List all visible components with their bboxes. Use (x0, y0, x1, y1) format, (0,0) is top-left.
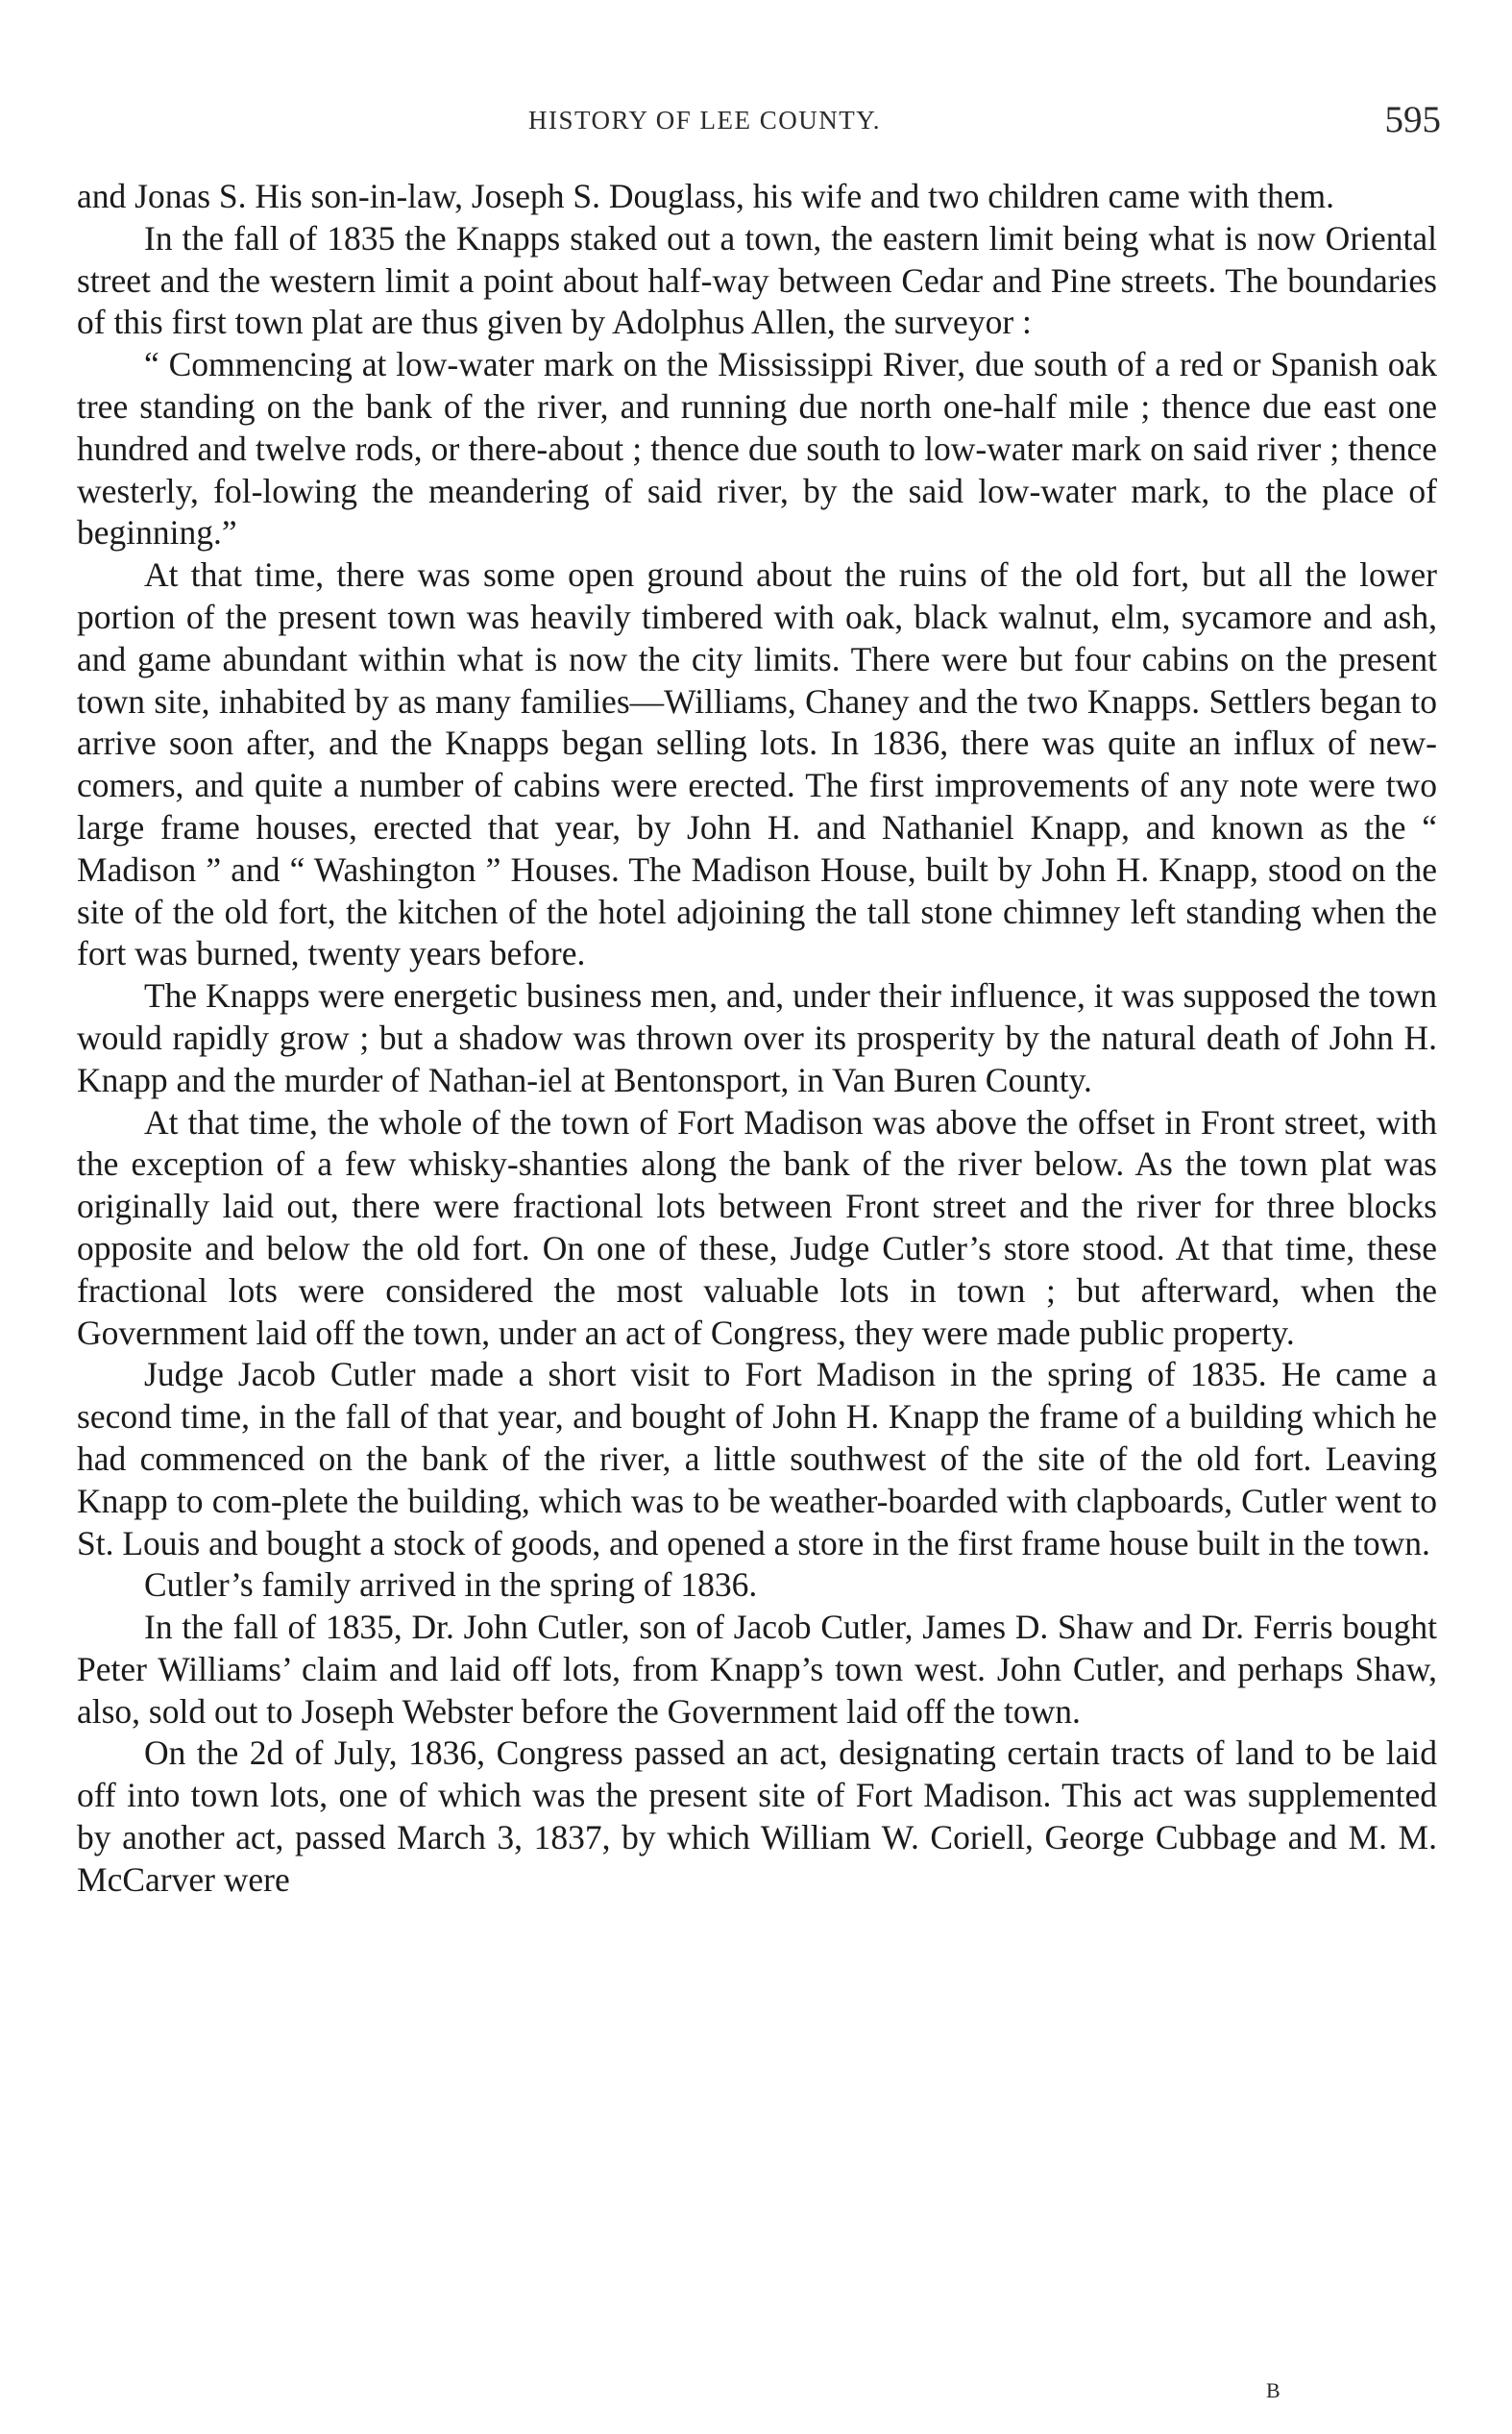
signature-mark: B (1266, 2378, 1280, 2402)
page-number: 595 (1384, 99, 1441, 140)
paragraph: On the 2d of July, 1836, Congress passed an act, designating certain tracts of land to be laid off into town lots, one of which was the present site of Fort Madison. This act was supplemented by another act, passed March 3, 1837, by which William W. Coriell, George Cubbage and M. M. McCarver were (77, 1733, 1437, 1899)
paragraph: Judge Jacob Cutler made a short visit to Fort Madison in the spring of 1835. He came a second time, in the fall of that year, and bought of John H. Knapp the frame of a building which he had commenced on the bank of the river, a little southwest of the site of the old fort. Leaving Knapp to com-plete the building, which was to be weather-boarded with clapboards, Cutler went to St. Louis and bought a stock of goods, and opened a store in the first frame house built in the town. (77, 1355, 1437, 1562)
paragraph: In the fall of 1835, Dr. John Cutler, son of Jacob Cutler, James D. Shaw and Dr. Ferris bought Peter Williams’ claim and laid off lots, from Knapp’s town west. John Cutler, and perhaps Shaw, also, sold out to Joseph Webster before the Government laid off the town. (77, 1608, 1437, 1731)
body-text (77, 176, 1437, 1902)
paragraph: In the fall of 1835 the Knapps staked out a town, the eastern limit being what is now Oriental street and the western limit a point about half-way between Cedar and Pine streets. The boundaries of this first town plat are thus given by Adolphus Allen, the surveyor : (77, 218, 1437, 342)
paragraph: The Knapps were energetic business men, and, under their influence, it was supposed the town would rapidly grow ; but a shadow was thrown over its prosperity by the natural death of John H. Knapp and the murder of Nathan-iel at Bentonsport, in Van Buren County. (77, 976, 1437, 1099)
running-title: HISTORY OF LEE COUNTY. (528, 106, 882, 135)
paragraph: At that time, there was some open ground about the ruins of the old fort, but all the lower portion of the present town was heavily timbered with oak, black walnut, elm, sycamore and ash, and game abundant within what is now the city limits. There were but four cabins on the present town site, inhabited by as many families—Williams, Chaney and the two Knapps. Settlers began to arrive soon after, and the Knapps began selling lots. In 1836, there was quite an influx of new-comers, and quite a number of cabins were erected. The first improvements of any note were two large frame houses, erected that year, by John H. and Nathaniel Knapp, and known as the “ Madison ” and “ Washington ” Houses. The Madison House, built by John H. Knapp, stood on the site of the old fort, the kitchen of the hotel adjoining the tall stone chimney left standing when the fort was burned, twenty years before. (77, 555, 1437, 973)
quoted-boundary-paragraph: “ Commencing at low-water mark on the Mississippi River, due south of a red or Spanish oak tree standing on the bank of the river, and running due north one-half mile ; thence due east one hundred and twelve rods, or there-about ; thence due south to low-water mark on said river ; thence westerly, fol-lowing the meandering of said river, by the said low-water mark, to the place of beginning.” (77, 345, 1437, 553)
paragraph: and Jonas S. His son-in-law, Joseph S. Douglass, his wife and two children came with them. (77, 177, 1335, 215)
paragraph: At that time, the whole of the town of Fort Madison was above the offset in Front street, with the exception of a few whisky-shanties along the bank of the river below. As the town plat was originally laid out, there were fractional lots between Front street and the river for three blocks opposite and below the old fort. On one of these, Judge Cutler’s store stood. At that time, these fractional lots were considered the most valuable lots in town ; but afterward, when the Government laid off the town, under an act of Congress, they were made public property. (77, 1102, 1437, 1352)
paragraph: Cutler’s family arrived in the spring of 1836. (144, 1565, 758, 1605)
running-head (77, 98, 1441, 146)
